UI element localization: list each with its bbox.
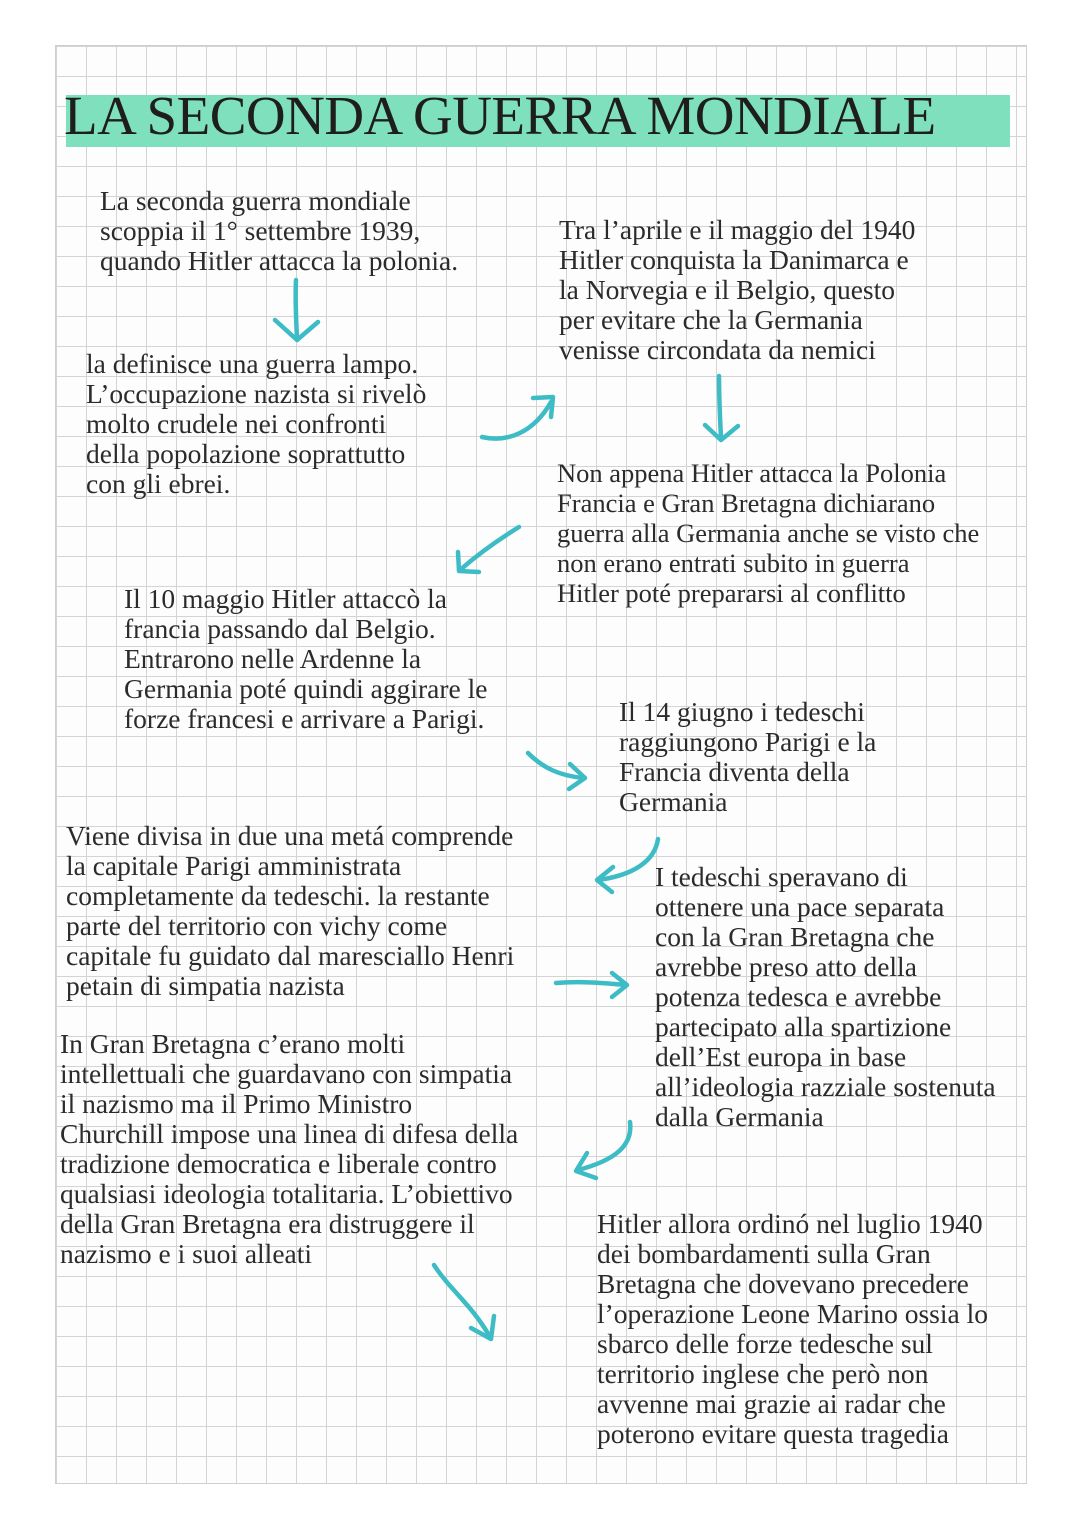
note-line: Viene divisa in due una metá comprende	[66, 820, 514, 851]
note-line: sbarco delle forze tedesche sul	[597, 1328, 933, 1359]
note-line: quando Hitler attacca la polonia.	[100, 245, 459, 276]
note-line: tradizione democratica e liberale contro	[60, 1148, 497, 1179]
arrow-down-2	[705, 376, 738, 440]
note-line: Francia e Gran Bretagna dichiarano	[557, 488, 936, 518]
note-line: nazismo e i suoi alleati	[60, 1238, 313, 1269]
note-line: all’ideologia razziale sostenuta	[655, 1071, 996, 1102]
note-line: il nazismo ma il Primo Ministro	[60, 1088, 413, 1119]
note-line: I tedeschi speravano di	[655, 861, 908, 892]
note-line: la capitale Parigi amministrata	[66, 850, 402, 881]
page-title: LA SECONDA GUERRA MONDIALE	[64, 85, 936, 146]
note-line: guerra alla Germania anche se visto che	[557, 518, 980, 548]
note-line: forze francesi e arrivare a Parigi.	[124, 703, 485, 734]
note-line: Tra l’aprile e il maggio del 1940	[559, 214, 916, 245]
note-line: La seconda guerra mondiale	[100, 185, 411, 216]
arrow-down-left-1	[458, 527, 519, 572]
note-line: Hitler poté prepararsi al conflitto	[557, 578, 906, 608]
arrow-curve-right-2	[528, 753, 585, 789]
note-line: la Norvegia e il Belgio, questo	[559, 274, 896, 305]
note-line: Germania poté quindi aggirare le	[124, 673, 488, 704]
note-line: avrebbe preso atto della	[655, 951, 917, 982]
note-line: poterono evitare questa tragedia	[597, 1418, 949, 1449]
note-line: petain di simpatia nazista	[66, 970, 345, 1001]
note-line: scoppia il 1° settembre 1939,	[100, 215, 421, 246]
note-line: L’occupazione nazista si rivelò	[86, 378, 427, 409]
note-line: molto crudele nei confronti	[86, 408, 387, 439]
note-line: l’operazione Leone Marino ossia lo	[597, 1298, 988, 1329]
note-line: per evitare che la Germania	[559, 304, 863, 335]
arrow-down-1	[275, 280, 318, 340]
note-line: francia passando dal Belgio.	[124, 613, 436, 644]
note-line: dei bombardamenti sulla Gran	[597, 1238, 931, 1269]
note-line: Il 14 giugno i tedeschi	[619, 696, 865, 727]
arrow-right-1	[556, 973, 627, 997]
note-line: con la Gran Bretagna che	[655, 921, 935, 952]
note-line: dalla Germania	[655, 1101, 824, 1132]
arrow-curve-down-1	[434, 1265, 494, 1339]
note-line: Bretagna che dovevano precedere	[597, 1268, 969, 1299]
note-line: territorio inglese che però non	[597, 1358, 929, 1389]
note-line: dell’Est europa in base	[655, 1041, 907, 1072]
note-line: parte del territorio con vichy come	[66, 910, 448, 941]
note-line: Il 10 maggio Hitler attaccò la	[124, 583, 448, 614]
arrow-curve-left-2	[576, 1122, 630, 1178]
arrow-curve-left-1	[597, 839, 658, 892]
note-line: Hitler conquista la Danimarca e	[559, 244, 909, 275]
arrow-curve-right-1	[482, 397, 553, 439]
note-line: Hitler allora ordinó nel luglio 1940	[597, 1208, 983, 1239]
note-line: Germania	[619, 786, 728, 817]
note-line: venisse circondata da nemici	[559, 334, 876, 365]
note-line: della popolazione soprattutto	[86, 438, 406, 469]
note-line: della Gran Bretagna era distruggere il	[60, 1208, 475, 1239]
note-line: raggiungono Parigi e la	[619, 726, 877, 757]
note-line: con gli ebrei.	[86, 468, 231, 499]
note-line: capitale fu guidato dal maresciallo Henri	[66, 940, 515, 971]
note-line: Francia diventa della	[619, 756, 850, 787]
note-line: qualsiasi ideologia totalitaria. L’obiettivo	[60, 1178, 513, 1209]
note-line: partecipato alla spartizione	[655, 1011, 952, 1042]
note-line: In Gran Bretagna c’erano molti	[60, 1028, 406, 1059]
note-line: completamente da tedeschi. la restante	[66, 880, 490, 911]
note-line: la definisce una guerra lampo.	[86, 348, 419, 379]
note-line: ottenere una pace separata	[655, 891, 945, 922]
note-line: Churchill impose una linea di difesa della	[60, 1118, 519, 1149]
note-line: intellettuali che guardavano con simpatia	[60, 1058, 513, 1089]
note-line: non erano entrati subito in guerra	[557, 548, 910, 578]
note-line: Non appena Hitler attacca la Polonia	[557, 458, 947, 488]
note-line: potenza tedesca e avrebbe	[655, 981, 942, 1012]
note-line: Entrarono nelle Ardenne la	[124, 643, 422, 674]
note-line: avvenne mai grazie ai radar che	[597, 1388, 946, 1419]
